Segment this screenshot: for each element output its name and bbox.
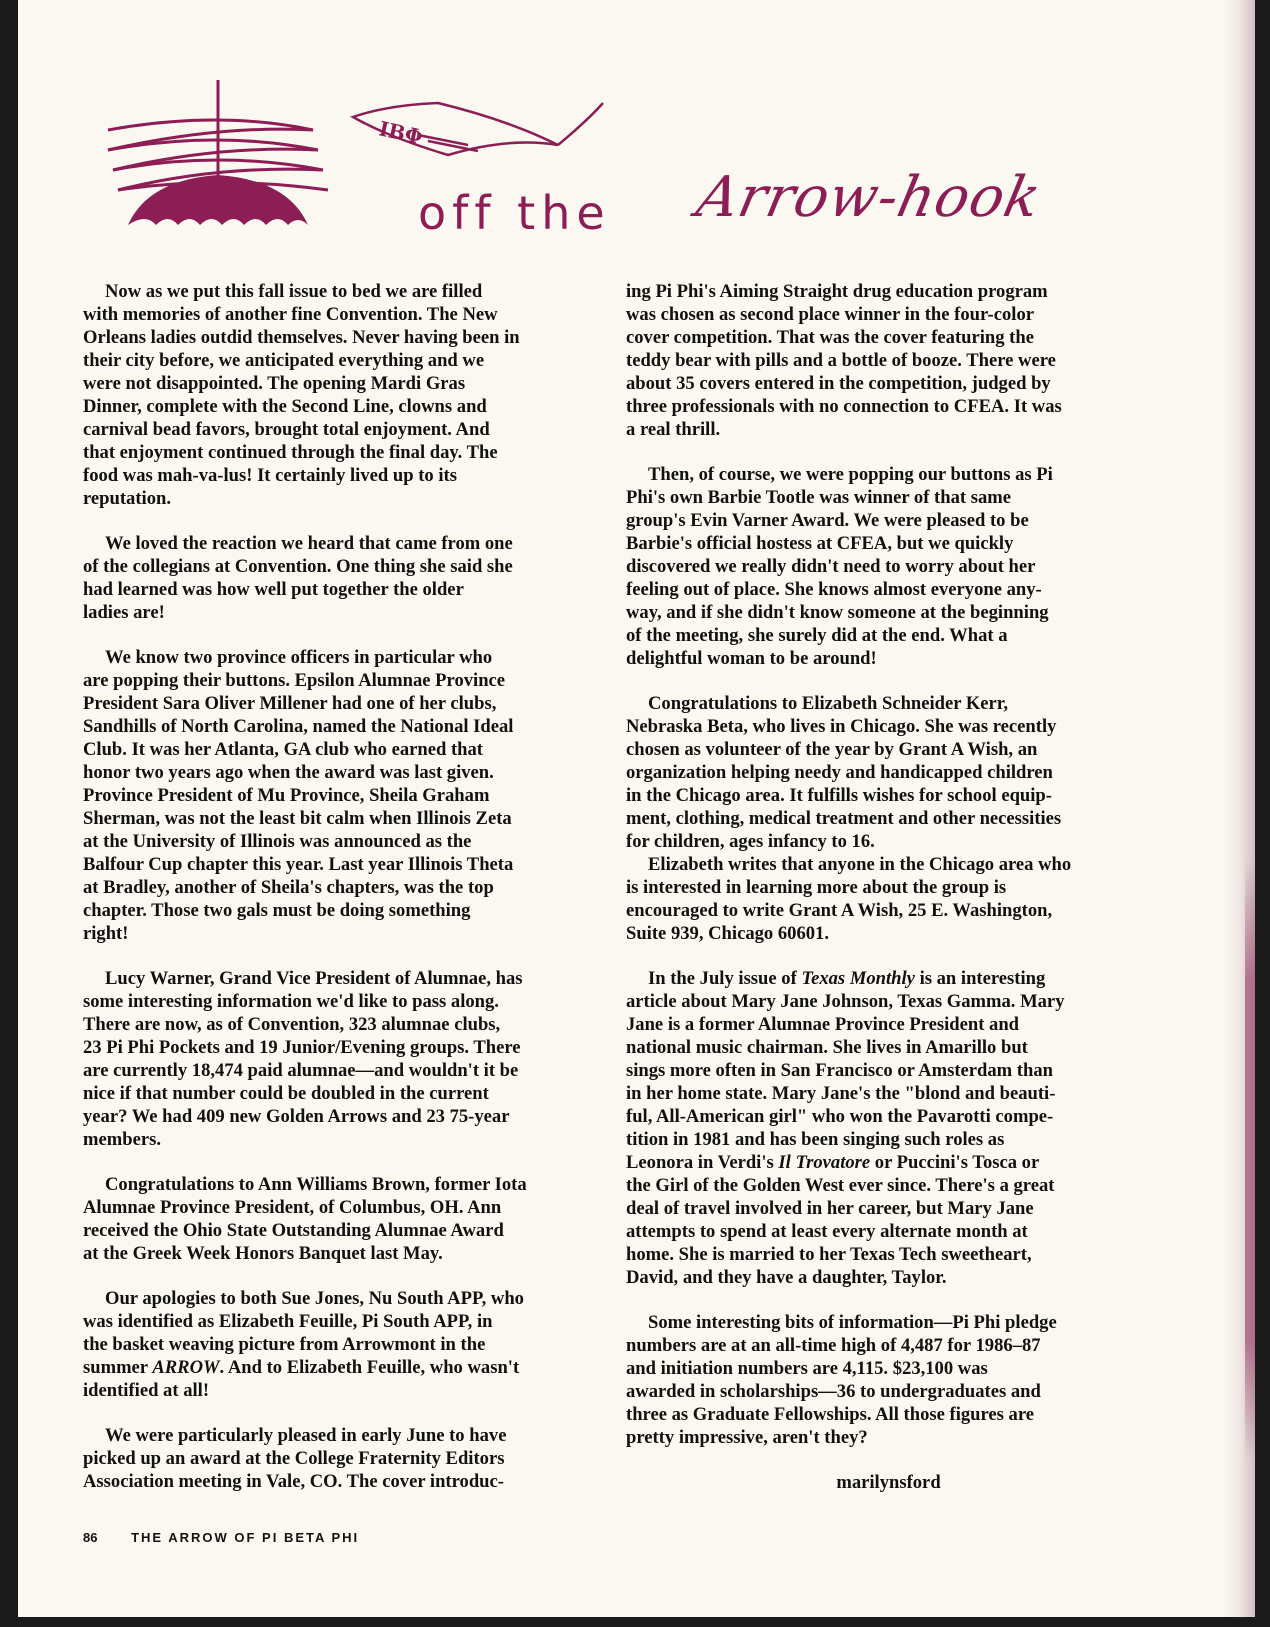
text-run: Our apologies to both Sue Jones, Nu South APP, who was identified as Elizabeth Feuille, Pi South APP, in the basket weaving picture from Arrowmont in the summer	[83, 1288, 524, 1378]
left-column	[83, 280, 603, 1515]
paragraph	[83, 1287, 603, 1402]
header-title-prefix: off the	[418, 186, 611, 240]
paragraph: ing Pi Phi's Aiming Straight drug education program was chosen as second place winner in the four-color cover competition. That was the cover featuring the teddy bear with pills and a bottle of booze. There were about 35 covers entered in the competition, judged by three professionals with no connection to CFEA. It was a real thrill.	[626, 281, 1062, 440]
magazine-title-italic: ARROW	[152, 1357, 220, 1378]
text-run: In the July issue of	[648, 968, 802, 989]
magazine-page	[18, 0, 1255, 1617]
paragraph: We were particularly pleased in early June to have picked up an award at the College Fraternity Editors Association meeting in Vale, CO. The cover introduc-	[83, 1425, 507, 1492]
magazine-title-italic: Texas Monthly	[801, 968, 915, 989]
right-column	[626, 280, 1151, 1516]
paragraph	[626, 967, 1151, 1289]
paragraph: We know two province officers in particular who are popping their buttons. Epsilon Alumnae Province President Sara Oliver Millener had one of her clubs, Sandhills of North Carolina, named the National Ideal Club. It was her Atlanta, GA club who earned that honor two years ago when the award was last given. Province President of Mu Province, Sheila Graham Sherman, was not the least bit calm when Illinois Zeta at the University of Illinois was announced as the Balfour Cup chapter this year. Last year Illinois Theta at Bradley, another of Sheila's chapters, was the top chapter. Those two gals must be doing something right!	[83, 647, 514, 944]
text-run: or Puccini's Tosca or the Girl of the Golden West ever since. There's a great deal of travel involved in her career, but Mary Jane attempts to spend at least every alternate month at home. She is married to her Texas Tech sweetheart, David, and they have a daughter, Taylor.	[626, 1152, 1055, 1288]
paragraph: We loved the reaction we heard that came from one of the collegians at Convention. One thing she said she had learned was how well put together the older ladies are!	[83, 533, 513, 623]
author-signature: marilynsford	[836, 1472, 941, 1493]
publication-name: THE ARROW OF PI BETA PHI	[131, 1530, 360, 1545]
paragraph: Congratulations to Ann Williams Brown, former Iota Alumnae Province President, of Columbus, OH. Ann received the Ohio State Outstanding Alumnae Award at the Greek Week Honors Banquet last May.	[83, 1174, 527, 1264]
paragraph: Congratulations to Elizabeth Schneider Kerr, Nebraska Beta, who lives in Chicago. She was recently chosen as volunteer of the year by Grant A Wish, an organization helping needy and handicapped children in the Chicago area. It fulfills wishes for school equip- ment, clothing, medical treatment and other necessities for children, ages infancy to 16.	[626, 693, 1062, 852]
page-footer	[83, 1530, 359, 1545]
paragraph: Then, of course, we were popping our buttons as Pi Phi's own Barbie Tootle was winner of that same group's Evin Varner Award. We were pleased to be Barbie's official hostess at CFEA, but we quickly discovered we really didn't need to worry about her feeling out of place. She knows almost everyone any- way, and if she didn't know someone at the beginning of the meeting, she surely did at the end. What a delightful woman to be around!	[626, 464, 1053, 669]
text-run: . And to Elizabeth Feuille, who wasn't identified at all!	[83, 1357, 520, 1401]
header-title-script: Arrow-hook	[691, 165, 1047, 230]
page-edge-tint	[1245, 860, 1255, 1460]
paragraph: Elizabeth writes that anyone in the Chicago area who is interested in learning more about the group is encouraged to write Grant A Wish, 25 E. Washington, Suite 939, Chicago 60601.	[626, 854, 1072, 944]
paragraph: Lucy Warner, Grand Vice President of Alumnae, has some interesting information we'd like to pass along. There are now, as of Convention, 323 alumnae clubs, 23 Pi Phi Pockets and 19 Junior/Evening groups. There are currently 18,474 paid alumnae—and wouldn't it be nice if that number could be doubled in the current year? We had 409 new Golden Arrows and 23 75-year members.	[83, 968, 523, 1150]
paragraph: Some interesting bits of information—Pi Phi pledge numbers are at an all-time high of 4,487 for 1986–87 and initiation numbers are 4,115. $23,100 was awarded in scholarships—36 to undergraduates and three as Graduate Fellowships. All those figures are pretty impressive, aren't they?	[626, 1312, 1057, 1448]
paragraph: Now as we put this fall issue to bed we are filled with memories of another fine Convention. The New Orleans ladies outdid themselves. Never having been in their city before, we anticipated everything and we were not disappointed. The opening Mardi Gras Dinner, complete with the Second Line, clowns and carnival bead favors, brought total enjoyment. And that enjoyment continued through the final day. The food was mah-va-lus! It certainly lived up to its reputation.	[83, 281, 520, 509]
svg-text:ΙΒΦ: ΙΒΦ	[376, 116, 425, 149]
opera-title-italic: Il Trovatore	[778, 1152, 871, 1173]
text-run: is an interesting article about Mary Jane Johnson, Texas Gamma. Mary Jane is a former Alumnae Province President and national music chairman. She lives in Amarillo but sings more often in San Francisco or Amsterdam than in her home state. Mary Jane's the "blond and beauti- ful, All-American girl" who won the Pavarotti compe- tition in 1981 and has been singing such roles as Leonora in Verdi's	[626, 968, 1065, 1173]
page-number: 86	[83, 1530, 98, 1545]
